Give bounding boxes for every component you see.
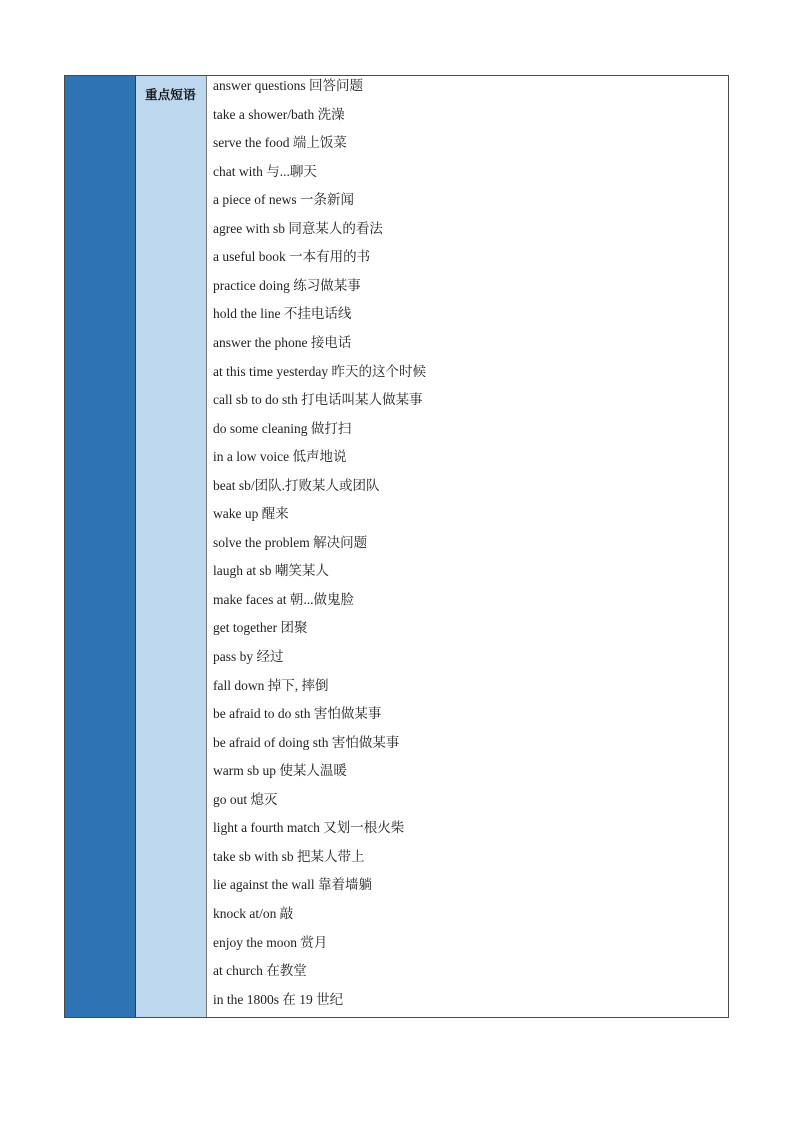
phrase-item: go out 熄灭 [213,791,278,807]
phrase-item: pass by 经过 [213,649,284,664]
phrase-item: light a fourth match 又划一根火柴 [213,820,405,836]
phrase-item: lie against the wall 靠着墙躺 [213,877,372,893]
phrase-list [207,76,728,1017]
phrase-item: practice doing 练习做某事 [213,277,361,293]
phrase-item: agree with sb 同意某人的看法 [213,220,383,236]
phrase-item: solve the problem 解决问题 [213,534,368,550]
blue-side-column [65,76,136,1017]
phrase-item: at this time yesterday 昨天的这个时候 [213,363,426,379]
phrase-item: be afraid of doing sth 害怕做某事 [213,734,400,750]
phrase-item: get together 团聚 [213,620,308,636]
phrase-item: take a shower/bath 洗澡 [213,106,345,122]
phrase-item: do some cleaning 做打扫 [213,420,352,436]
label-column [136,76,207,1017]
phrase-item: call sb to do sth 打电话叫某人做某事 [213,392,423,408]
phrase-item: answer questions 回答问题 [213,78,363,93]
phrase-item: knock at/on 敲 [213,905,294,921]
phrase-item: laugh at sb 嘲笑某人 [213,563,329,579]
phrase-item: enjoy the moon 赏月 [213,934,328,950]
phrase-item: warm sb up 使某人温暖 [213,763,347,779]
phrase-item: answer the phone 接电话 [213,334,352,350]
phrase-item: in a low voice 低声地说 [213,449,347,465]
phrase-item: hold the line 不挂电话线 [213,306,352,322]
phrase-item: beat sb/团队.打败某人或团队 [213,477,380,493]
phrase-item: at church 在教堂 [213,963,307,979]
phrase-item: chat with 与...聊天 [213,163,317,179]
phrase-item: be afraid to do sth 害怕做某事 [213,706,382,722]
phrase-item: a piece of news 一条新闻 [213,192,354,208]
phrase-item: serve the food 端上饭菜 [213,135,347,151]
section-label: 重点短语 [145,87,196,102]
phrase-item: make faces at 朝...做鬼脸 [213,591,354,607]
phrase-item: a useful book 一本有用的书 [213,249,371,265]
phrase-item: take sb with sb 把某人带上 [213,848,365,864]
phrase-item: wake up 醒来 [213,506,289,522]
phrase-item: in the 1800s 在 19 世纪 [213,991,344,1007]
phrase-table [64,75,729,1018]
phrase-item: fall down 掉下, 摔倒 [213,677,329,693]
